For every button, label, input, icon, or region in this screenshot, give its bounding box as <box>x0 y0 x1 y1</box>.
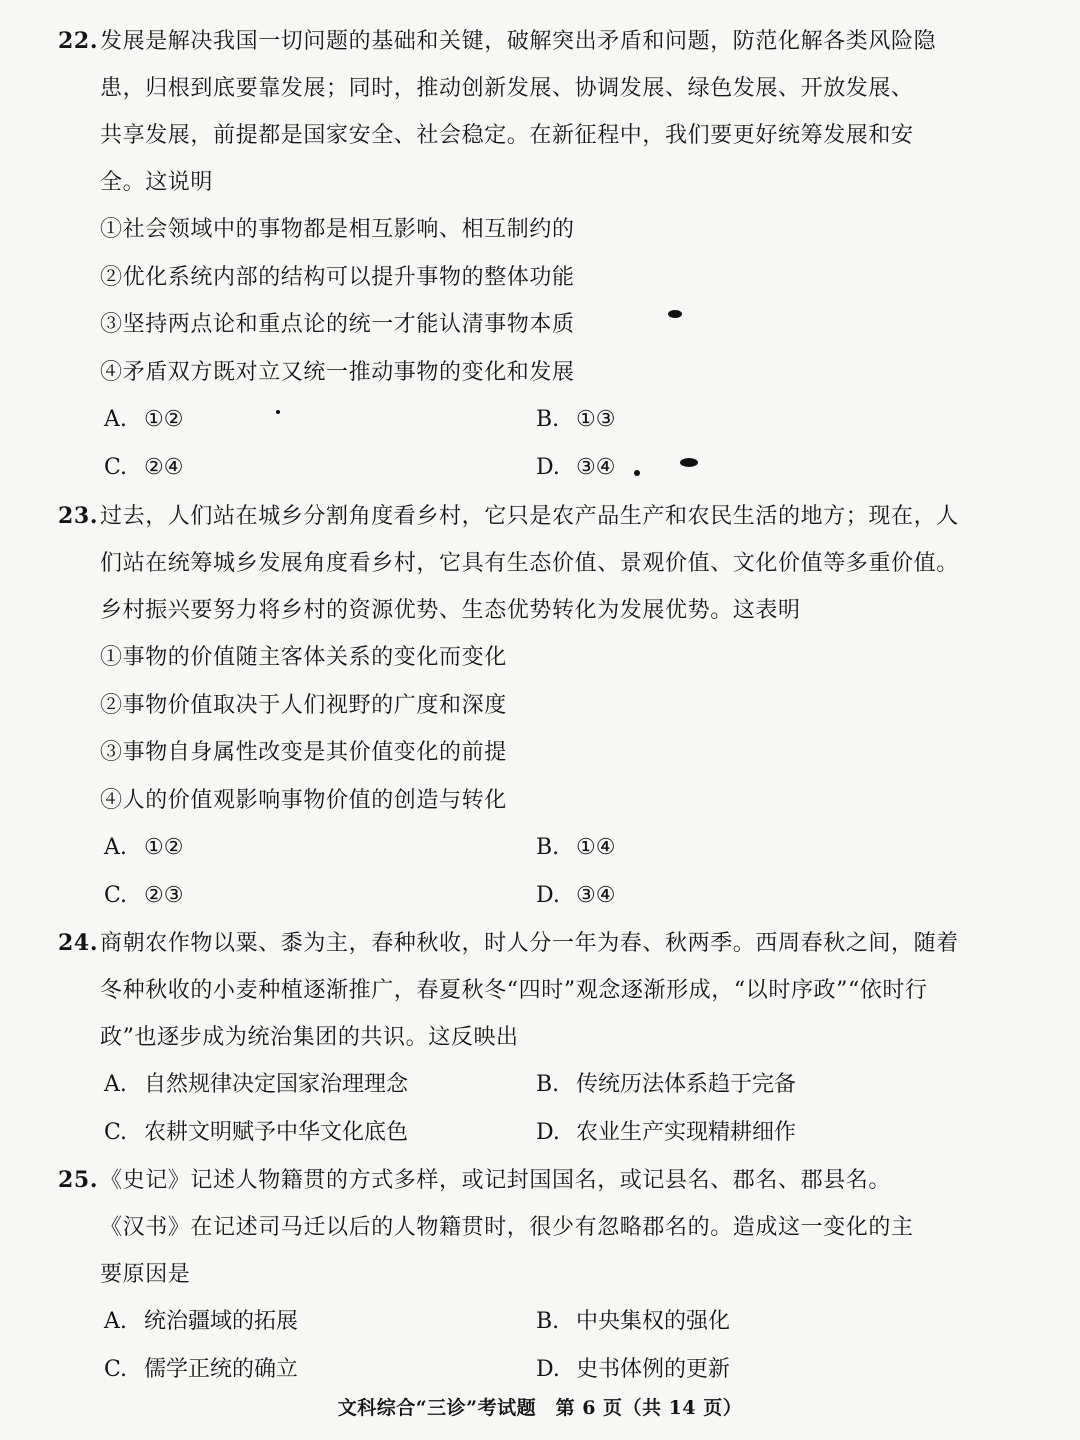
question-stem-line <box>58 18 988 65</box>
option-text: ①② <box>144 407 184 432</box>
option-a[interactable] <box>104 1298 298 1346</box>
option-letter: C. <box>104 882 128 908</box>
question-stem-text: 过去，人们站在城乡分割角度看乡村，它只是农产品生产和农民生活的地方；现在，人 <box>100 504 959 529</box>
question-number: 23. <box>58 503 99 529</box>
option-letter: D. <box>536 454 560 480</box>
options-row <box>58 824 988 872</box>
option-letter: D. <box>536 1356 560 1382</box>
option-text: 农耕文明赋予中华文化底色 <box>144 1119 409 1145</box>
option-text: 农业生产实现精耕细作 <box>576 1119 797 1145</box>
question-stem-line: 全。这说明 <box>100 170 214 195</box>
question-stem-text: 《史记》记述人物籍贯的方式多样，或记封国国名，或记县名、郡名、郡县名。 <box>100 1168 892 1193</box>
option-c[interactable] <box>104 872 183 920</box>
question-stem-line: 要原因是 <box>100 1262 191 1287</box>
option-text: 史书体例的更新 <box>576 1356 731 1382</box>
question-23 <box>58 493 988 919</box>
scan-speck <box>680 458 698 467</box>
options-row <box>58 1346 988 1394</box>
option-text: 中央集权的强化 <box>576 1309 731 1334</box>
options-row <box>58 1061 988 1109</box>
option-d[interactable] <box>536 444 615 492</box>
question-number: 24. <box>58 930 99 956</box>
option-text: 统治疆域的拓展 <box>144 1309 299 1334</box>
options-row <box>58 1109 988 1157</box>
scan-speck <box>668 310 682 318</box>
option-letter: C. <box>104 1119 128 1145</box>
question-stem-text: 商朝农作物以粟、黍为主，春种秋收，时人分一年为春、秋两季。西周春秋之间，随着 <box>100 931 959 956</box>
option-text: ②④ <box>144 454 184 480</box>
scan-speck <box>276 410 280 414</box>
statement-1: ①事物的价值随主客体关系的变化而变化 <box>100 645 507 670</box>
question-stem-line: 患，归根到底要靠发展；同时，推动创新发展、协调发展、绿色发展、开放发展、 <box>100 76 914 101</box>
statement-3: ③坚持两点论和重点论的统一才能认清事物本质 <box>100 312 575 337</box>
question-stem-line <box>58 493 988 540</box>
option-letter: D. <box>536 882 560 908</box>
option-letter: A. <box>104 407 127 432</box>
options-row <box>58 872 988 920</box>
option-letter: C. <box>104 454 128 480</box>
statement-3: ③事物自身属性改变是其价值变化的前提 <box>100 740 507 765</box>
statement-4: ④矛盾双方既对立又统一推动事物的变化和发展 <box>100 359 575 385</box>
option-text: 儒学正统的确立 <box>144 1356 299 1382</box>
option-text: 传统历法体系趋于完备 <box>576 1072 797 1097</box>
options-row <box>58 444 988 492</box>
option-letter: B. <box>536 1072 560 1097</box>
option-b[interactable] <box>536 1061 796 1109</box>
option-letter: B. <box>536 1309 560 1334</box>
option-c[interactable] <box>104 444 183 492</box>
option-text: ①④ <box>576 835 616 860</box>
option-letter: B. <box>536 407 560 432</box>
question-24 <box>58 920 988 1156</box>
option-b[interactable] <box>536 824 615 872</box>
option-letter: B. <box>536 835 560 860</box>
question-22 <box>58 18 988 491</box>
option-a[interactable] <box>104 396 183 444</box>
option-a[interactable] <box>104 824 183 872</box>
option-text: 自然规律决定国家治理理念 <box>144 1072 409 1097</box>
option-letter: A. <box>104 1309 127 1334</box>
statement-2: ②事物价值取决于人们视野的广度和深度 <box>100 692 507 718</box>
option-d[interactable] <box>536 1346 730 1394</box>
question-stem-line: 冬种秋收的小麦种植逐渐推广，春夏秋冬“四时”观念逐渐形成，“以时序政”“依时行 <box>100 978 928 1003</box>
option-text: ①② <box>144 835 184 860</box>
question-stem-line: 共享发展，前提都是国家安全、社会稳定。在新征程中，我们要更好统筹发展和安 <box>100 123 914 148</box>
option-a[interactable] <box>104 1061 408 1109</box>
question-25 <box>58 1157 988 1393</box>
question-stem-line: 《汉书》在记述司马迁以后的人物籍贯时，很少有忽略郡名的。造成这一变化的主 <box>100 1215 914 1240</box>
statement-2: ②优化系统内部的结构可以提升事物的整体功能 <box>100 264 575 290</box>
option-b[interactable] <box>536 396 615 444</box>
option-d[interactable] <box>536 872 615 920</box>
option-letter: A. <box>104 1072 127 1097</box>
statement-4: ④人的价值观影响事物价值的创造与转化 <box>100 787 507 813</box>
option-letter: D. <box>536 1119 560 1145</box>
scan-speck <box>634 470 640 476</box>
question-stem-line <box>58 1157 988 1204</box>
options-row <box>58 396 988 444</box>
option-text: ③④ <box>576 454 616 480</box>
options-row <box>58 1298 988 1346</box>
question-stem-line: 们站在统筹城乡发展角度看乡村，它具有生态价值、景观价值、文化价值等多重价值。 <box>100 551 959 576</box>
option-b[interactable] <box>536 1298 730 1346</box>
question-number: 22. <box>58 28 99 54</box>
question-stem-line <box>58 920 988 967</box>
page-footer: 文科综合“三诊”考试题 第 6 页（共 14 页） <box>337 1397 743 1419</box>
option-text: ②③ <box>144 882 184 908</box>
option-letter: A. <box>104 835 127 860</box>
statement-1: ①社会领域中的事物都是相互影响、相互制约的 <box>100 217 575 242</box>
question-number: 25. <box>58 1167 99 1193</box>
option-c[interactable] <box>104 1109 408 1157</box>
option-d[interactable] <box>536 1109 796 1157</box>
option-letter: C. <box>104 1356 128 1382</box>
option-c[interactable] <box>104 1346 298 1394</box>
option-text: ①③ <box>576 407 616 432</box>
question-stem-line: 政”也逐步成为统治集团的共识。这反映出 <box>100 1025 519 1050</box>
question-stem-text: 发展是解决我国一切问题的基础和关键，破解突出矛盾和问题，防范化解各类风险隐 <box>100 29 937 54</box>
option-text: ③④ <box>576 882 616 908</box>
question-stem-line: 乡村振兴要努力将乡村的资源优势、生态优势转化为发展优势。这表明 <box>100 598 801 623</box>
